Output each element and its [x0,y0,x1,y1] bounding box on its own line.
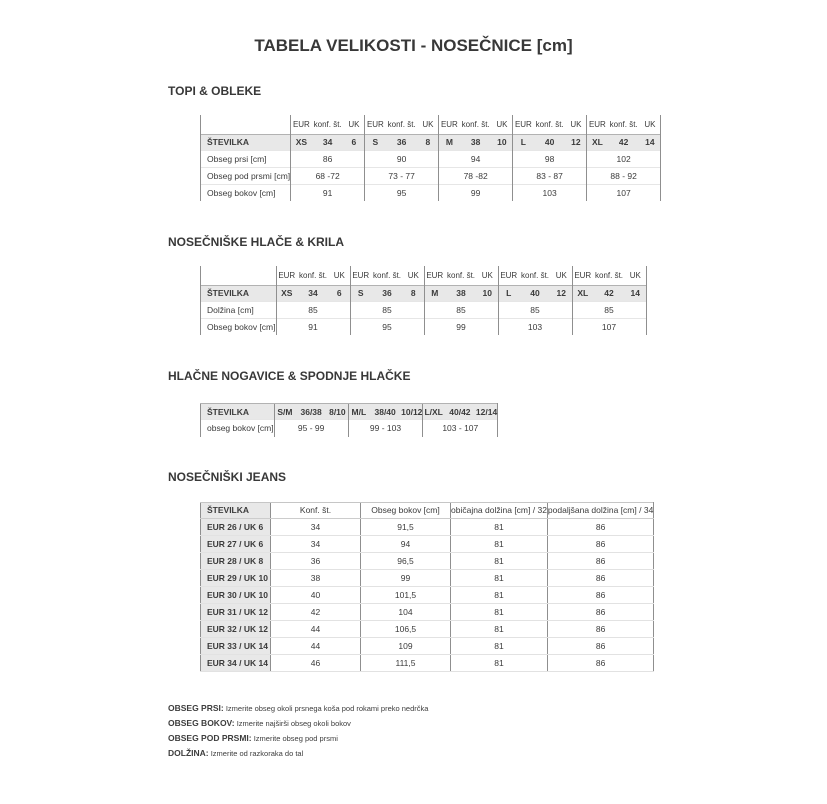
measure-label: Obseg bokov [cm] [201,184,291,201]
size-cell: 36 [371,285,403,301]
unit-header-cell: UK [407,270,419,280]
jeans-size-label: EUR 26 / UK 6 [201,518,271,535]
size-row-label: ŠTEVILKA [201,404,275,420]
size-cell: 38 [460,134,492,150]
unit-header-cell: UK [422,119,434,129]
unit-header-cell: konf. št. [299,270,328,280]
measure-value: 88 - 92 [587,167,661,184]
measure-value: 107 [572,318,646,335]
jeans-row [201,654,654,671]
unit-header-cell: UK [496,119,508,129]
jeans-value: 86 [547,518,653,535]
jeans-value: 44 [271,637,361,654]
footnote-dolzina [168,746,827,761]
unit-header-row [201,266,647,285]
measure-value: 90 [365,150,439,167]
section-title-tights-underwear: HLAČNE NOGAVICE & SPODNJE HLAČKE [168,369,411,383]
unit-header-cell: EUR [365,115,386,134]
section-tights-underwear [0,369,827,437]
size-cell: 10/12 [401,404,423,420]
size-cell: 42 [608,134,640,150]
jeans-row [201,552,654,569]
section-tops-dresses [0,84,827,201]
size-cell: 8/10 [327,404,348,420]
size-cell: 40 [534,134,566,150]
size-cell: 8 [403,285,424,301]
measure-label: Dolžina [cm] [201,301,277,318]
jeans-value: 86 [547,535,653,552]
measure-row [201,167,661,184]
measure-value: 98 [513,150,587,167]
jeans-header-cell: Konf. št. [271,502,361,518]
measure-value: 91 [276,318,350,335]
unit-header-cell: konf. št. [447,270,476,280]
jeans-value: 44 [271,620,361,637]
size-cell: 6 [344,134,365,150]
size-row [201,404,498,420]
size-cell: S/M [274,404,295,420]
footnote-obseg-prsi [168,701,827,716]
jeans-table [200,502,654,672]
jeans-value: 40 [271,586,361,603]
size-cell: S [350,285,371,301]
size-cell: L/XL [423,404,444,420]
unit-header-cell: UK [640,115,661,134]
size-cell: 6 [329,285,350,301]
jeans-value: 81 [451,518,548,535]
size-row-label: ŠTEVILKA [201,285,277,301]
page-title: TABELA VELIKOSTI - NOSEČNICE [cm] [254,36,573,55]
size-cell: 34 [312,134,344,150]
size-cell: XL [572,285,593,301]
jeans-header-cell: podaljšana dolžina [cm] / 34 [547,502,653,518]
size-row-label: ŠTEVILKA [201,134,291,150]
size-cell: 34 [297,285,329,301]
section-title-jeans: NOSEČNIŠKI JEANS [168,469,287,484]
size-cell: 8 [418,134,439,150]
jeans-value: 86 [547,569,653,586]
jeans-value: 109 [361,637,451,654]
size-cell: 10 [477,285,498,301]
jeans-value: 81 [451,637,548,654]
jeans-value: 34 [271,518,361,535]
measure-value: 103 [513,184,587,201]
jeans-header-cell: ŠTEVILKA [201,502,271,518]
unit-header-cell: konf. št. [461,119,490,129]
jeans-value: 81 [451,535,548,552]
jeans-value: 86 [547,603,653,620]
size-cell: L [498,285,519,301]
measure-value: 91 [291,184,365,201]
measure-row [201,184,661,201]
measure-value: 99 - 103 [348,420,423,437]
unit-header-cell: UK [333,270,345,280]
size-table [200,266,647,335]
footnote-text: Izmerite od razkoraka do tal [210,748,304,758]
jeans-value: 81 [451,569,548,586]
unit-header-cell: EUR [498,266,519,285]
jeans-value: 34 [271,535,361,552]
jeans-value: 94 [361,535,451,552]
jeans-value: 86 [547,637,653,654]
measure-row [201,420,498,437]
jeans-value: 46 [271,654,361,671]
jeans-header-cell: običajna dolžina [cm] / 32 [451,502,548,518]
measure-value: 86 [291,150,365,167]
jeans-value: 101,5 [361,586,451,603]
jeans-row [201,586,654,603]
unit-header-row [201,115,661,134]
jeans-value: 81 [451,654,548,671]
unit-header-cell: UK [348,119,360,129]
jeans-value: 86 [547,586,653,603]
unit-header-cell: konf. št. [521,270,550,280]
size-row [201,285,647,301]
unit-header-cell: UK [570,119,582,129]
size-cell: 10 [492,134,513,150]
jeans-value: 99 [361,569,451,586]
footnote-label: OBSEG PRSI: [168,702,224,713]
size-cell: 12 [566,134,587,150]
size-cell: XL [587,134,608,150]
measure-label: Obseg bokov [cm] [201,318,277,335]
measure-value: 78 -82 [439,167,513,184]
jeans-size-label: EUR 29 / UK 10 [201,569,271,586]
measure-value: 103 - 107 [423,420,498,437]
footnote-obseg-bokov [168,716,827,731]
size-row [201,134,661,150]
jeans-value: 86 [547,552,653,569]
section-pants-skirts [0,235,827,335]
jeans-size-label: EUR 28 / UK 8 [201,552,271,569]
size-table [200,403,498,437]
jeans-value: 36 [271,552,361,569]
jeans-size-label: EUR 27 / UK 6 [201,535,271,552]
footnote-label: OBSEG BOKOV: [168,717,235,728]
jeans-row [201,620,654,637]
jeans-value: 86 [547,654,653,671]
footnote-text: Izmerite obseg okoli prsnega koša pod rokami preko nedrčka [225,703,429,713]
unit-header-cell: konf. št. [373,270,402,280]
jeans-row [201,603,654,620]
footnote-label: DOLŽINA: [168,747,209,758]
measure-value: 85 [424,301,498,318]
measure-value: 83 - 87 [513,167,587,184]
size-cell: 40 [519,285,551,301]
measure-value: 94 [439,150,513,167]
size-cell: 38/40 [369,404,401,420]
section-title-pants-skirts: NOSEČNIŠKE HLAČE & KRILA [168,235,345,249]
jeans-row [201,569,654,586]
jeans-value: 42 [271,603,361,620]
unit-header-cell: konf. št. [313,119,342,129]
jeans-value: 86 [547,620,653,637]
jeans-row [201,518,654,535]
measure-row [201,150,661,167]
size-cell: XS [276,285,297,301]
size-cell: 36 [386,134,418,150]
tights-underwear-table-wrap [200,403,827,437]
section-jeans [0,470,827,672]
footnote-label: OBSEG POD PRSMI: [168,732,252,743]
tops-dresses-table-wrap [200,115,827,201]
footnote-obseg-pod-prsmi [168,731,827,746]
measure-value: 99 [424,318,498,335]
jeans-table-wrap [200,502,827,672]
unit-header-cell: EUR [291,115,312,134]
measure-value: 73 - 77 [365,167,439,184]
measure-row [201,318,647,335]
unit-header-cell: EUR [276,266,297,285]
unit-header-cell: EUR [439,115,460,134]
footnote-text: Izmerite obseg pod prsmi [253,733,338,743]
size-cell: XS [291,134,312,150]
measure-value: 68 -72 [291,167,365,184]
corner-cell [201,266,277,285]
unit-header-cell: UK [555,270,567,280]
size-cell: M/L [348,404,369,420]
size-cell: S [365,134,386,150]
jeans-value: 81 [451,552,548,569]
jeans-value: 91,5 [361,518,451,535]
size-cell: 12 [551,285,572,301]
unit-header-cell: UK [481,270,493,280]
jeans-value: 106,5 [361,620,451,637]
measure-label: obseg bokov [cm] [201,420,275,437]
jeans-header-cell: Obseg bokov [cm] [361,502,451,518]
size-cell: 38 [445,285,477,301]
measure-label: Obseg pod prsmi [cm] [201,167,291,184]
unit-header-cell: konf. št. [387,119,416,129]
jeans-value: 111,5 [361,654,451,671]
measure-value: 85 [276,301,350,318]
jeans-row [201,535,654,552]
unit-header-cell: EUR [424,266,445,285]
unit-header-cell: EUR [350,266,371,285]
size-cell: 36/38 [295,404,327,420]
jeans-size-label: EUR 32 / UK 12 [201,620,271,637]
size-cell: L [513,134,534,150]
measure-label: Obseg prsi [cm] [201,150,291,167]
unit-header-cell: EUR [587,115,608,134]
size-cell: 12/14 [476,404,498,420]
footnote-text: Izmerite najširši obseg okoli bokov [236,718,351,728]
measure-value: 103 [498,318,572,335]
pants-skirts-table-wrap [200,266,827,335]
section-title-tops-dresses: TOPI & OBLEKE [168,84,262,98]
measure-row [201,301,647,318]
jeans-size-label: EUR 34 / UK 14 [201,654,271,671]
corner-cell [201,115,291,134]
measure-value: 107 [587,184,661,201]
unit-header-cell: EUR [572,266,593,285]
size-cell: M [424,285,445,301]
footnotes [168,701,827,761]
unit-header-cell: EUR [513,115,534,134]
size-table [200,115,661,201]
jeans-value: 38 [271,569,361,586]
unit-header-cell: konf. št. [535,119,564,129]
measure-value: 95 [365,184,439,201]
measure-value: 95 - 99 [274,420,348,437]
size-cell: 14 [625,285,646,301]
size-cell: M [439,134,460,150]
size-cell: 42 [593,285,625,301]
jeans-size-label: EUR 30 / UK 10 [201,586,271,603]
jeans-value: 96,5 [361,552,451,569]
jeans-value: 81 [451,603,548,620]
size-cell: 40/42 [444,404,476,420]
measure-value: 102 [587,150,661,167]
measure-value: 85 [498,301,572,318]
jeans-size-label: EUR 33 / UK 14 [201,637,271,654]
jeans-value: 104 [361,603,451,620]
jeans-value: 81 [451,586,548,603]
jeans-header-row [201,502,654,518]
unit-header-cell: konf. št. [595,270,624,280]
measure-value: 99 [439,184,513,201]
measure-value: 95 [350,318,424,335]
unit-header-cell: UK [625,266,646,285]
measure-value: 85 [350,301,424,318]
jeans-size-label: EUR 31 / UK 12 [201,603,271,620]
size-cell: 14 [640,134,661,150]
measure-value: 85 [572,301,646,318]
size-chart-page [0,36,827,761]
jeans-row [201,637,654,654]
jeans-value: 81 [451,620,548,637]
unit-header-cell: konf. št. [609,119,638,129]
